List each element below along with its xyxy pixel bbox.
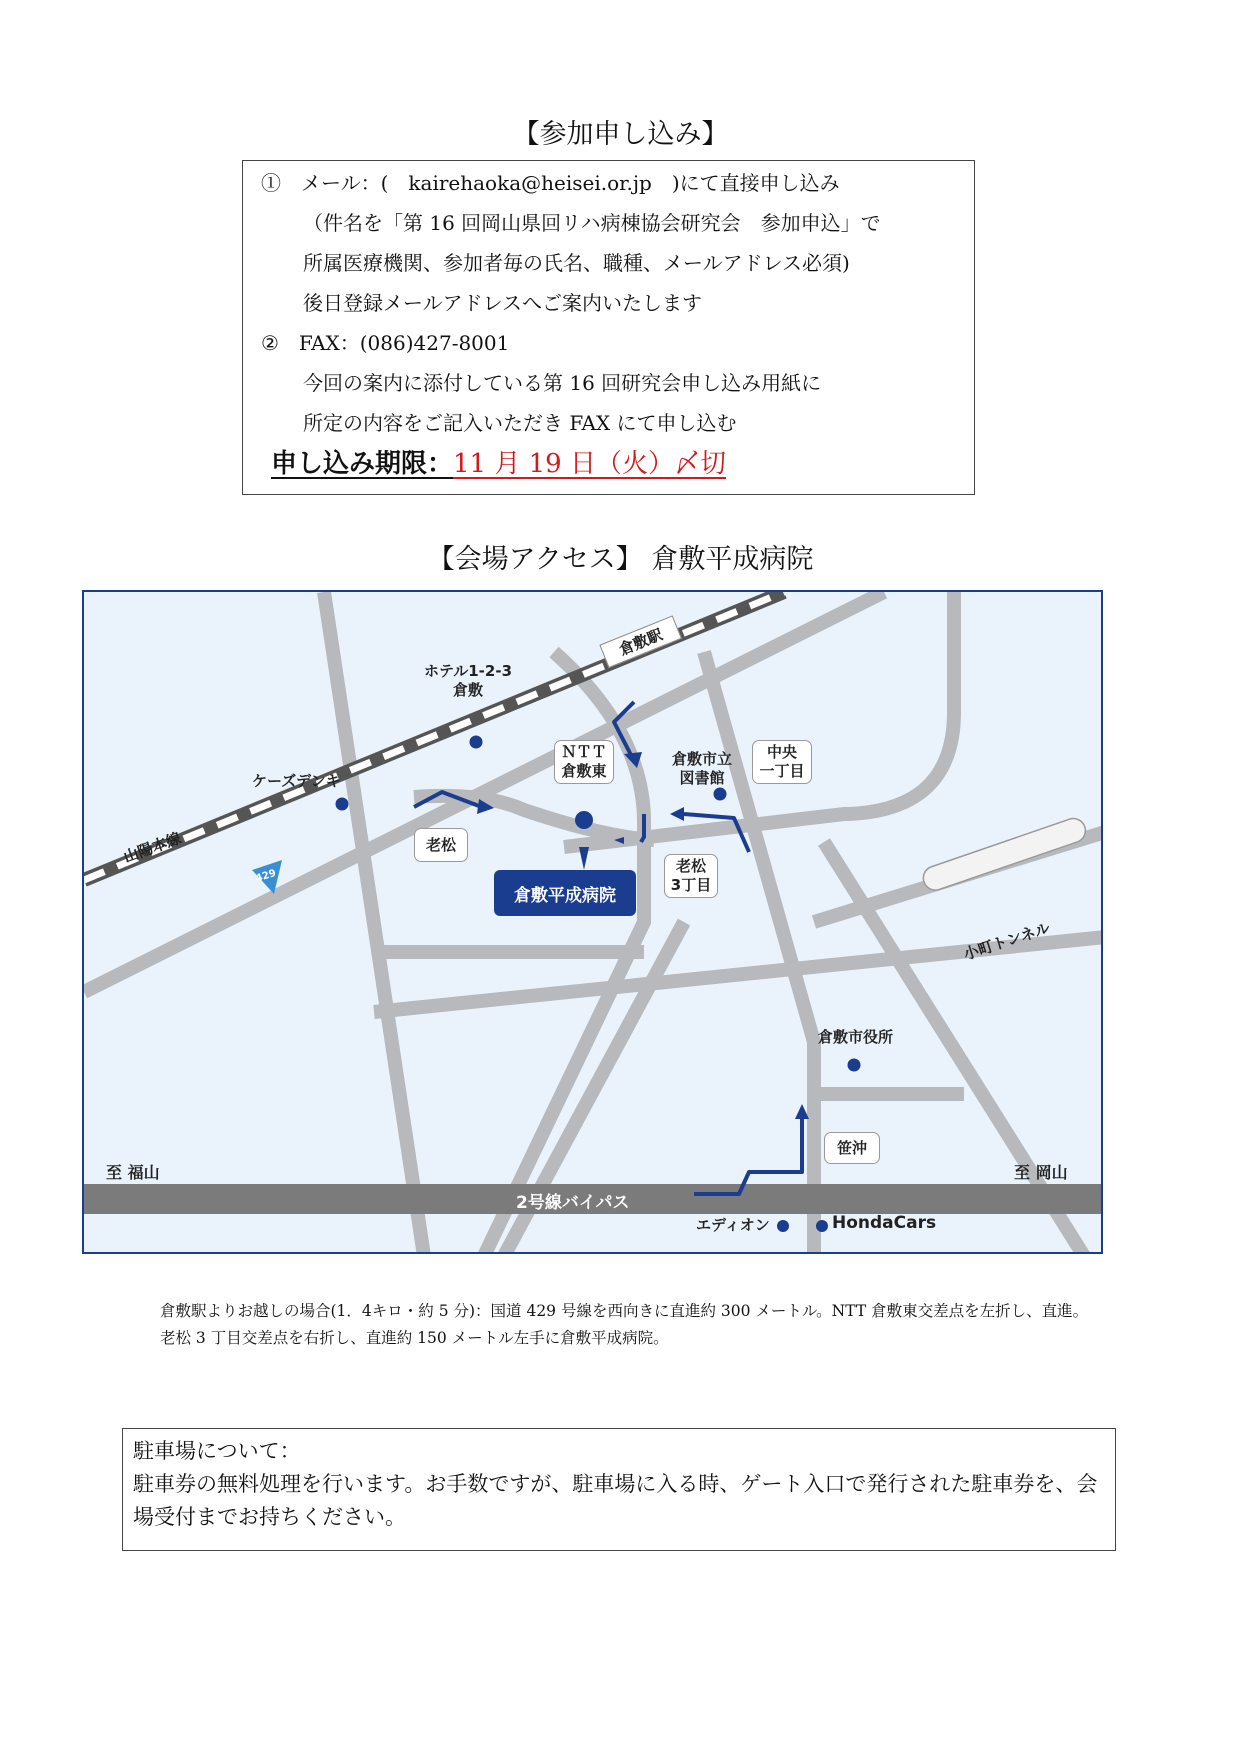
parking-box [122,1428,1116,1551]
registration-box [242,160,975,495]
to-fukuyama-label: 至 福山 [106,1163,160,1182]
kozu-dot [336,798,349,811]
edion-label: エディオン [696,1216,770,1234]
edion-dot [777,1220,789,1232]
deadline [271,443,726,480]
city-hall-dot [848,1059,861,1072]
tunnel-label: 小町トンネル [961,918,1053,964]
chuo-callout: 中央 一丁目 [752,740,812,784]
route-arrowhead-3 [670,807,684,821]
station-label: 倉敷駅 [599,615,682,668]
directions-note: 倉敷駅よりお越しの場合(1．4キロ・約 5 分)：国道 429 号線を西向きに直進約 300 メートル。NTT 倉敷東交差点を左折し、直進。老松 3 丁目交差点を右折し、直進約 150 メートル左手に倉敷平成病院。 [160,1302,1089,1347]
to-okayama-label: 至 岡山 [1014,1163,1068,1182]
route-429-label: 429 [254,867,278,885]
registration-line-7: 所定の内容をご記入いただき FAX にて申し込む [303,411,737,435]
hotel-dot [470,736,483,749]
oimatsu-callout: 老松 [414,828,468,862]
registration-line-3: 所属医療機関、参加者毎の氏名、職種、メールアドレス必須) [303,251,850,275]
road-west-vertical [324,592,424,1254]
honda-label: HondaCars [832,1213,937,1233]
route-arrowhead-5 [795,1104,809,1119]
parking-body: 駐車券の無料処理を行います。お手数ですが、駐車場に入る時、ゲート入口で発行された駐車券を、会場受付までお持ちください。 [133,1472,1098,1529]
hospital-label: 倉敷平成病院 [494,870,636,916]
parking-title: 駐車場について： [133,1439,301,1463]
hospital-pointer [579,847,589,870]
honda-dot [816,1220,828,1232]
library-label: 倉敷市立 図書館 [672,750,733,787]
bypass-label: 2号線バイパス [516,1193,630,1213]
access-map [82,590,1103,1254]
deadline-value: 11 月 19 日（火）〆切 [453,449,726,479]
hotel-label: ホテル1-2-3 倉敷 [424,662,513,699]
route-arrow-5 [694,1117,802,1194]
registration-line-1: ① メール：( kairehaoka@heisei.or.jp )にて直接申し込み [261,171,840,195]
hospital-dot [575,811,593,829]
registration-line-4: 後日登録メールアドレスへご案内いたします [303,291,702,315]
registration-line-6: 今回の案内に添付している第 16 回研究会申し込み用紙に [303,371,822,395]
sasaoki-callout: 笹沖 [824,1132,880,1164]
registration-line-5: ② FAX：(086)427-8001 [261,331,510,355]
registration-line-2: （件名を「第 16 回岡山県回リハ病棟協会研究会 参加申込」で [303,211,881,235]
access-heading: 【会場アクセス】 倉敷平成病院 [427,544,814,575]
deadline-label: 申し込み期限： [271,449,454,479]
city-hall-label: 倉敷市役所 [818,1028,894,1046]
kozu-denki-label: ケーズデンキ [252,772,341,790]
tunnel [920,815,1089,893]
ntt-callout: ＮＴＴ 倉敷東 [554,740,614,784]
sanyo-line-label: 山陽本線 [121,828,184,867]
library-dot [714,788,727,801]
map-roads [84,592,1103,1254]
oimatsu3-callout: 老松 3丁目 [664,854,718,898]
registration-heading: 【参加申し込み】 [512,119,729,150]
